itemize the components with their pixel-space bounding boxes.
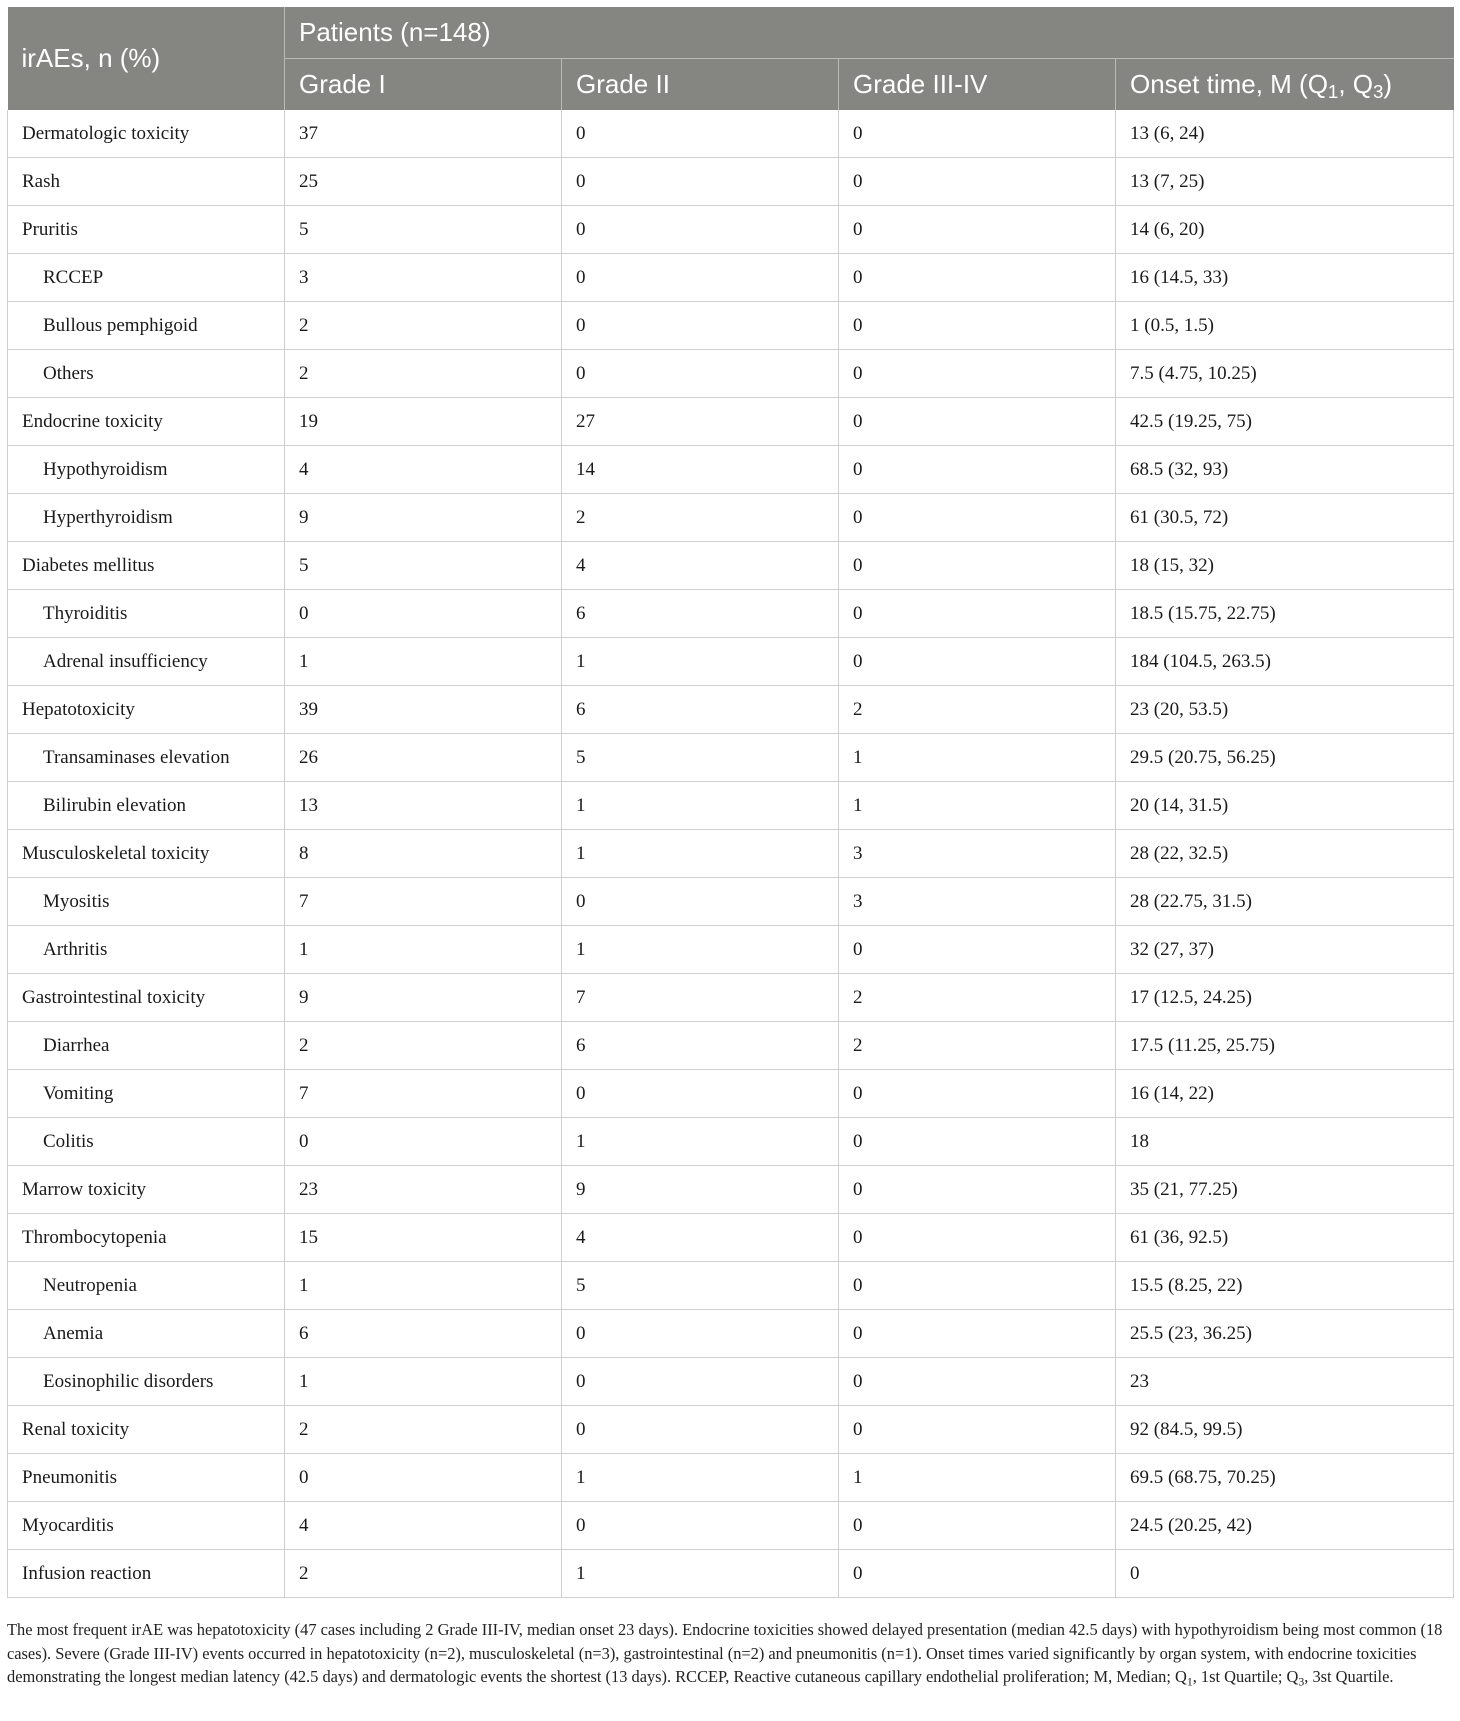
grade-1-cell: 2	[285, 302, 562, 350]
grade-1-cell: 8	[285, 830, 562, 878]
table-row	[8, 446, 1454, 494]
grade-1-cell: 13	[285, 782, 562, 830]
onset-cell: 16 (14.5, 33)	[1116, 254, 1454, 302]
grade-3-4-cell: 2	[839, 1022, 1116, 1070]
table-row	[8, 542, 1454, 590]
table-row	[8, 734, 1454, 782]
grade-2-cell: 1	[562, 638, 839, 686]
grade-2-cell: 0	[562, 1502, 839, 1550]
row-label: Renal toxicity	[8, 1406, 285, 1454]
row-label: Adrenal insufficiency	[8, 638, 285, 686]
table-row	[8, 398, 1454, 446]
header-patients-group: Patients (n=148)	[285, 7, 1454, 59]
row-label: RCCEP	[8, 254, 285, 302]
grade-3-4-cell: 1	[839, 734, 1116, 782]
row-label: Neutropenia	[8, 1262, 285, 1310]
onset-cell: 184 (104.5, 263.5)	[1116, 638, 1454, 686]
table-row	[8, 830, 1454, 878]
onset-cell: 23 (20, 53.5)	[1116, 686, 1454, 734]
table-row	[8, 1502, 1454, 1550]
row-label: Myositis	[8, 878, 285, 926]
onset-cell: 15.5 (8.25, 22)	[1116, 1262, 1454, 1310]
row-label: Others	[8, 350, 285, 398]
grade-2-cell: 5	[562, 1262, 839, 1310]
grade-3-4-cell: 0	[839, 1406, 1116, 1454]
table-row	[8, 206, 1454, 254]
grade-1-cell: 4	[285, 1502, 562, 1550]
grade-3-4-cell: 0	[839, 254, 1116, 302]
onset-cell: 28 (22.75, 31.5)	[1116, 878, 1454, 926]
grade-1-cell: 0	[285, 1454, 562, 1502]
table-row	[8, 1310, 1454, 1358]
grade-2-cell: 27	[562, 398, 839, 446]
table-row	[8, 1166, 1454, 1214]
table-row	[8, 1406, 1454, 1454]
header-grade-1: Grade I	[285, 59, 562, 111]
row-label: Myocarditis	[8, 1502, 285, 1550]
grade-1-cell: 7	[285, 1070, 562, 1118]
grade-3-4-cell: 0	[839, 398, 1116, 446]
grade-3-4-cell: 1	[839, 1454, 1116, 1502]
onset-cell: 32 (27, 37)	[1116, 926, 1454, 974]
grade-1-cell: 1	[285, 926, 562, 974]
grade-1-cell: 19	[285, 398, 562, 446]
grade-3-4-cell: 0	[839, 1262, 1116, 1310]
table-header	[8, 7, 1454, 110]
grade-3-4-cell: 0	[839, 206, 1116, 254]
grade-2-cell: 0	[562, 350, 839, 398]
onset-cell: 17.5 (11.25, 25.75)	[1116, 1022, 1454, 1070]
onset-cell: 28 (22, 32.5)	[1116, 830, 1454, 878]
grade-2-cell: 14	[562, 446, 839, 494]
table-row	[8, 1022, 1454, 1070]
grade-2-cell: 0	[562, 1310, 839, 1358]
onset-cell: 29.5 (20.75, 56.25)	[1116, 734, 1454, 782]
grade-2-cell: 1	[562, 1454, 839, 1502]
row-label: Marrow toxicity	[8, 1166, 285, 1214]
onset-cell: 68.5 (32, 93)	[1116, 446, 1454, 494]
grade-2-cell: 1	[562, 926, 839, 974]
table-row	[8, 974, 1454, 1022]
row-label: Hepatotoxicity	[8, 686, 285, 734]
grade-1-cell: 6	[285, 1310, 562, 1358]
grade-1-cell: 1	[285, 1358, 562, 1406]
header-grade-3-4: Grade III-IV	[839, 59, 1116, 111]
onset-cell: 35 (21, 77.25)	[1116, 1166, 1454, 1214]
onset-cell: 0	[1116, 1550, 1454, 1598]
grade-3-4-cell: 0	[839, 542, 1116, 590]
grade-1-cell: 25	[285, 158, 562, 206]
grade-1-cell: 23	[285, 1166, 562, 1214]
row-label: Hyperthyroidism	[8, 494, 285, 542]
grade-2-cell: 0	[562, 1358, 839, 1406]
onset-cell: 23	[1116, 1358, 1454, 1406]
table-row	[8, 1214, 1454, 1262]
row-label: Diabetes mellitus	[8, 542, 285, 590]
grade-2-cell: 1	[562, 1118, 839, 1166]
grade-3-4-cell: 0	[839, 926, 1116, 974]
grade-1-cell: 9	[285, 494, 562, 542]
table-row	[8, 1550, 1454, 1598]
onset-cell: 13 (6, 24)	[1116, 110, 1454, 158]
table-container	[7, 7, 1453, 1598]
row-label: Vomiting	[8, 1070, 285, 1118]
grade-2-cell: 9	[562, 1166, 839, 1214]
grade-2-cell: 6	[562, 590, 839, 638]
onset-cell: 16 (14, 22)	[1116, 1070, 1454, 1118]
row-label: Dermatologic toxicity	[8, 110, 285, 158]
row-label: Gastrointestinal toxicity	[8, 974, 285, 1022]
grade-3-4-cell: 0	[839, 302, 1116, 350]
grade-2-cell: 5	[562, 734, 839, 782]
grade-2-cell: 4	[562, 542, 839, 590]
table-row	[8, 590, 1454, 638]
row-label: Bilirubin elevation	[8, 782, 285, 830]
grade-3-4-cell: 0	[839, 350, 1116, 398]
row-label: Anemia	[8, 1310, 285, 1358]
row-label: Hypothyroidism	[8, 446, 285, 494]
grade-3-4-cell: 0	[839, 494, 1116, 542]
grade-3-4-cell: 0	[839, 1118, 1116, 1166]
table-row	[8, 782, 1454, 830]
onset-cell: 18	[1116, 1118, 1454, 1166]
grade-2-cell: 1	[562, 830, 839, 878]
grade-2-cell: 0	[562, 302, 839, 350]
table-row	[8, 926, 1454, 974]
grade-1-cell: 26	[285, 734, 562, 782]
row-label: Thyroiditis	[8, 590, 285, 638]
row-label: Transaminases elevation	[8, 734, 285, 782]
row-label: Arthritis	[8, 926, 285, 974]
grade-1-cell: 2	[285, 1022, 562, 1070]
onset-cell: 42.5 (19.25, 75)	[1116, 398, 1454, 446]
grade-3-4-cell: 0	[839, 1166, 1116, 1214]
row-label: Colitis	[8, 1118, 285, 1166]
onset-cell: 17 (12.5, 24.25)	[1116, 974, 1454, 1022]
grade-3-4-cell: 0	[839, 1310, 1116, 1358]
table-row	[8, 1358, 1454, 1406]
table-row	[8, 1262, 1454, 1310]
table-row	[8, 686, 1454, 734]
grade-2-cell: 0	[562, 878, 839, 926]
grade-1-cell: 2	[285, 1550, 562, 1598]
grade-1-cell: 39	[285, 686, 562, 734]
grade-2-cell: 0	[562, 1070, 839, 1118]
grade-1-cell: 37	[285, 110, 562, 158]
grade-1-cell: 4	[285, 446, 562, 494]
row-label: Musculoskeletal toxicity	[8, 830, 285, 878]
header-irae: irAEs, n (%)	[8, 7, 285, 110]
grade-2-cell: 1	[562, 1550, 839, 1598]
grade-3-4-cell: 3	[839, 878, 1116, 926]
grade-2-cell: 1	[562, 782, 839, 830]
onset-cell: 18.5 (15.75, 22.75)	[1116, 590, 1454, 638]
grade-3-4-cell: 2	[839, 974, 1116, 1022]
grade-3-4-cell: 1	[839, 782, 1116, 830]
grade-2-cell: 0	[562, 158, 839, 206]
table-row	[8, 158, 1454, 206]
table-row	[8, 1118, 1454, 1166]
grade-1-cell: 2	[285, 350, 562, 398]
grade-2-cell: 0	[562, 1406, 839, 1454]
grade-2-cell: 7	[562, 974, 839, 1022]
table-footnote: The most frequent irAE was hepatotoxicity (47 cases including 2 Grade III-IV, median onset 23 days). Endocrine toxicities showed delayed presentation (median 42.5 days) with hypothyroidism being most common (18 cases). Severe (Grade III-IV) events occurred in hepatotoxicity (n=2), musculoskeletal (n=3), gastrointestinal (n=2) and pneumonitis (n=1). Onset times varied significantly by organ system, with endocrine toxicities demonstrating the longest median latency (42.5 days) and dermatologic events the shortest (13 days). RCCEP, Reactive cutaneous capillary endothelial proliferation; M, Median; $Q_1$, 1st Quartile; $Q_3$, 3st Quartile.	[7, 1620, 1443, 1689]
table-row	[8, 878, 1454, 926]
grade-3-4-cell: 3	[839, 830, 1116, 878]
grade-2-cell: 0	[562, 206, 839, 254]
onset-cell: 25.5 (23, 36.25)	[1116, 1310, 1454, 1358]
grade-2-cell: 0	[562, 254, 839, 302]
onset-cell: 24.5 (20.25, 42)	[1116, 1502, 1454, 1550]
row-label: Eosinophilic disorders	[8, 1358, 285, 1406]
row-label: Endocrine toxicity	[8, 398, 285, 446]
grade-2-cell: 2	[562, 494, 839, 542]
grade-3-4-cell: 0	[839, 1214, 1116, 1262]
grade-1-cell: 9	[285, 974, 562, 1022]
row-label: Rash	[8, 158, 285, 206]
grade-3-4-cell: 2	[839, 686, 1116, 734]
grade-3-4-cell: 0	[839, 1358, 1116, 1406]
grade-1-cell: 5	[285, 542, 562, 590]
table-row	[8, 110, 1454, 158]
onset-cell: 18 (15, 32)	[1116, 542, 1454, 590]
grade-2-cell: 6	[562, 686, 839, 734]
grade-1-cell: 0	[285, 1118, 562, 1166]
header-onset-time: Onset time, M ($Q_1$, $Q_3$)	[1116, 59, 1454, 111]
header-grade-2: Grade II	[562, 59, 839, 111]
grade-3-4-cell: 0	[839, 590, 1116, 638]
grade-2-cell: 4	[562, 1214, 839, 1262]
row-label: Bullous pemphigoid	[8, 302, 285, 350]
onset-cell: 61 (36, 92.5)	[1116, 1214, 1454, 1262]
table-row	[8, 1454, 1454, 1502]
onset-cell: 92 (84.5, 99.5)	[1116, 1406, 1454, 1454]
row-label: Infusion reaction	[8, 1550, 285, 1598]
grade-1-cell: 5	[285, 206, 562, 254]
table-row	[8, 302, 1454, 350]
grade-3-4-cell: 0	[839, 1070, 1116, 1118]
row-label: Thrombocytopenia	[8, 1214, 285, 1262]
onset-cell: 20 (14, 31.5)	[1116, 782, 1454, 830]
onset-cell: 14 (6, 20)	[1116, 206, 1454, 254]
onset-cell: 1 (0.5, 1.5)	[1116, 302, 1454, 350]
table-row	[8, 494, 1454, 542]
grade-2-cell: 0	[562, 110, 839, 158]
table-row	[8, 350, 1454, 398]
grade-1-cell: 3	[285, 254, 562, 302]
irae-table	[7, 7, 1454, 1598]
row-label: Pneumonitis	[8, 1454, 285, 1502]
grade-1-cell: 1	[285, 638, 562, 686]
table-row	[8, 638, 1454, 686]
grade-1-cell: 0	[285, 590, 562, 638]
row-label: Diarrhea	[8, 1022, 285, 1070]
grade-3-4-cell: 0	[839, 158, 1116, 206]
grade-3-4-cell: 0	[839, 1550, 1116, 1598]
grade-3-4-cell: 0	[839, 638, 1116, 686]
onset-cell: 61 (30.5, 72)	[1116, 494, 1454, 542]
grade-1-cell: 2	[285, 1406, 562, 1454]
row-label: Pruritis	[8, 206, 285, 254]
grade-1-cell: 7	[285, 878, 562, 926]
onset-cell: 13 (7, 25)	[1116, 158, 1454, 206]
table-row	[8, 1070, 1454, 1118]
table-body	[8, 110, 1454, 1598]
table-row	[8, 254, 1454, 302]
onset-cell: 69.5 (68.75, 70.25)	[1116, 1454, 1454, 1502]
grade-1-cell: 1	[285, 1262, 562, 1310]
grade-3-4-cell: 0	[839, 110, 1116, 158]
grade-1-cell: 15	[285, 1214, 562, 1262]
grade-3-4-cell: 0	[839, 446, 1116, 494]
grade-2-cell: 6	[562, 1022, 839, 1070]
grade-3-4-cell: 0	[839, 1502, 1116, 1550]
onset-cell: 7.5 (4.75, 10.25)	[1116, 350, 1454, 398]
